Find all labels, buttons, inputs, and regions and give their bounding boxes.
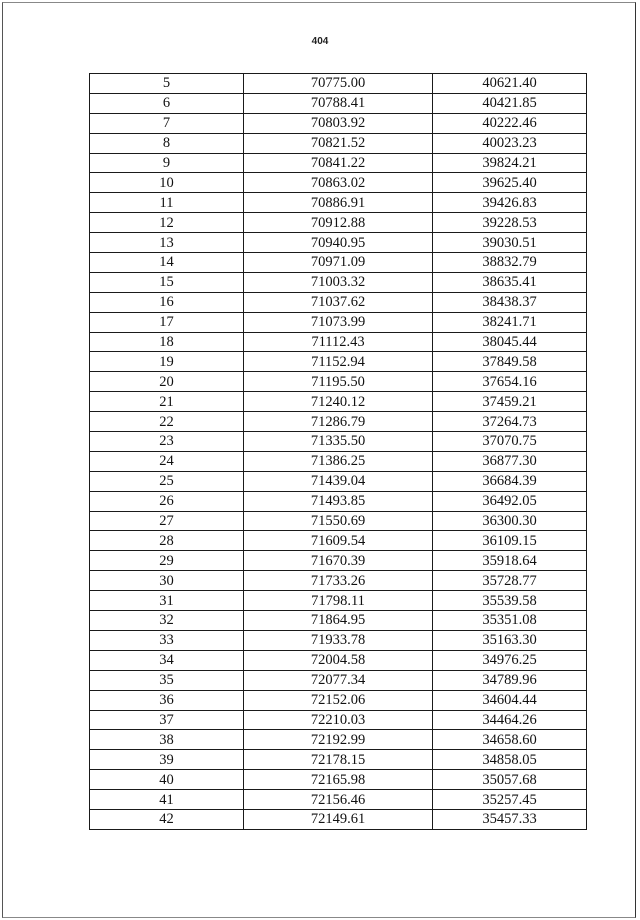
x-coordinate-cell: 70912.88 — [244, 213, 433, 233]
x-coordinate-cell: 71733.26 — [244, 571, 433, 591]
point-number-cell: 29 — [90, 551, 244, 571]
y-coordinate-cell: 35918.64 — [433, 551, 587, 571]
x-coordinate-cell: 70863.02 — [244, 173, 433, 193]
table-row — [90, 372, 587, 392]
y-coordinate-cell: 36684.39 — [433, 471, 587, 491]
y-coordinate-cell: 38832.79 — [433, 253, 587, 273]
table-row — [90, 272, 587, 292]
y-coordinate-cell: 34604.44 — [433, 690, 587, 710]
table-row — [90, 193, 587, 213]
table-row — [90, 531, 587, 551]
x-coordinate-cell: 71112.43 — [244, 332, 433, 352]
point-number-cell: 38 — [90, 730, 244, 750]
table-row — [90, 790, 587, 810]
y-coordinate-cell: 38635.41 — [433, 272, 587, 292]
table-row — [90, 213, 587, 233]
point-number-cell: 23 — [90, 432, 244, 452]
table-row — [90, 412, 587, 432]
table-row — [90, 571, 587, 591]
table-row — [90, 471, 587, 491]
point-number-cell: 40 — [90, 770, 244, 790]
point-number-cell: 39 — [90, 750, 244, 770]
y-coordinate-cell: 40421.85 — [433, 93, 587, 113]
x-coordinate-cell: 71386.25 — [244, 451, 433, 471]
x-coordinate-cell: 71335.50 — [244, 432, 433, 452]
point-number-cell: 31 — [90, 591, 244, 611]
table-row — [90, 650, 587, 670]
x-coordinate-cell: 71493.85 — [244, 491, 433, 511]
point-number-cell: 16 — [90, 292, 244, 312]
point-number-cell: 27 — [90, 511, 244, 531]
y-coordinate-cell: 34464.26 — [433, 710, 587, 730]
x-coordinate-cell: 71152.94 — [244, 352, 433, 372]
point-number-cell: 37 — [90, 710, 244, 730]
x-coordinate-cell: 71933.78 — [244, 630, 433, 650]
x-coordinate-cell: 70940.95 — [244, 233, 433, 253]
point-number-cell: 41 — [90, 790, 244, 810]
y-coordinate-cell: 39030.51 — [433, 233, 587, 253]
y-coordinate-cell: 34658.60 — [433, 730, 587, 750]
x-coordinate-cell: 71240.12 — [244, 392, 433, 412]
y-coordinate-cell: 39625.40 — [433, 173, 587, 193]
x-coordinate-cell: 72004.58 — [244, 650, 433, 670]
point-number-cell: 7 — [90, 113, 244, 133]
table-row — [90, 74, 587, 94]
table-row — [90, 173, 587, 193]
point-number-cell: 10 — [90, 173, 244, 193]
x-coordinate-cell: 70971.09 — [244, 253, 433, 273]
x-coordinate-cell: 71550.69 — [244, 511, 433, 531]
point-number-cell: 8 — [90, 133, 244, 153]
y-coordinate-cell: 36300.30 — [433, 511, 587, 531]
table-row — [90, 750, 587, 770]
y-coordinate-cell: 35351.08 — [433, 611, 587, 631]
table-row — [90, 611, 587, 631]
x-coordinate-cell: 70821.52 — [244, 133, 433, 153]
table-row — [90, 511, 587, 531]
point-number-cell: 5 — [90, 74, 244, 94]
page-number: 404 — [311, 36, 329, 47]
point-number-cell: 19 — [90, 352, 244, 372]
x-coordinate-cell: 71798.11 — [244, 591, 433, 611]
point-number-cell: 14 — [90, 253, 244, 273]
x-coordinate-cell: 71003.32 — [244, 272, 433, 292]
point-number-cell: 24 — [90, 451, 244, 471]
y-coordinate-cell: 35457.33 — [433, 809, 587, 829]
y-coordinate-cell: 38438.37 — [433, 292, 587, 312]
table-row — [90, 153, 587, 173]
table-row — [90, 332, 587, 352]
table-row — [90, 133, 587, 153]
y-coordinate-cell: 36877.30 — [433, 451, 587, 471]
x-coordinate-cell: 72152.06 — [244, 690, 433, 710]
x-coordinate-cell: 70788.41 — [244, 93, 433, 113]
point-number-cell: 21 — [90, 392, 244, 412]
point-number-cell: 9 — [90, 153, 244, 173]
y-coordinate-cell: 40023.23 — [433, 133, 587, 153]
x-coordinate-cell: 70886.91 — [244, 193, 433, 213]
y-coordinate-cell: 37849.58 — [433, 352, 587, 372]
x-coordinate-cell: 72165.98 — [244, 770, 433, 790]
y-coordinate-cell: 36492.05 — [433, 491, 587, 511]
table-row — [90, 491, 587, 511]
x-coordinate-cell: 70775.00 — [244, 74, 433, 94]
y-coordinate-cell: 38045.44 — [433, 332, 587, 352]
table-row — [90, 93, 587, 113]
y-coordinate-cell: 34976.25 — [433, 650, 587, 670]
table-row — [90, 253, 587, 273]
point-number-cell: 18 — [90, 332, 244, 352]
y-coordinate-cell: 37459.21 — [433, 392, 587, 412]
point-number-cell: 30 — [90, 571, 244, 591]
x-coordinate-cell: 72192.99 — [244, 730, 433, 750]
x-coordinate-cell: 72156.46 — [244, 790, 433, 810]
y-coordinate-cell: 37070.75 — [433, 432, 587, 452]
table-row — [90, 312, 587, 332]
point-number-cell: 6 — [90, 93, 244, 113]
point-number-cell: 15 — [90, 272, 244, 292]
y-coordinate-cell: 39228.53 — [433, 213, 587, 233]
point-number-cell: 20 — [90, 372, 244, 392]
x-coordinate-cell: 72077.34 — [244, 670, 433, 690]
x-coordinate-cell: 72210.03 — [244, 710, 433, 730]
point-number-cell: 12 — [90, 213, 244, 233]
table-row — [90, 233, 587, 253]
table-row — [90, 292, 587, 312]
x-coordinate-cell: 71037.62 — [244, 292, 433, 312]
table-row — [90, 690, 587, 710]
table-row — [90, 113, 587, 133]
point-number-cell: 13 — [90, 233, 244, 253]
x-coordinate-cell: 71864.95 — [244, 611, 433, 631]
table-row — [90, 591, 587, 611]
x-coordinate-cell: 70841.22 — [244, 153, 433, 173]
point-number-cell: 33 — [90, 630, 244, 650]
table-row — [90, 451, 587, 471]
y-coordinate-cell: 35163.30 — [433, 630, 587, 650]
coordinate-table-body — [90, 74, 587, 830]
table-row — [90, 809, 587, 829]
table-row — [90, 352, 587, 372]
table-row — [90, 392, 587, 412]
point-number-cell: 11 — [90, 193, 244, 213]
x-coordinate-cell: 71609.54 — [244, 531, 433, 551]
y-coordinate-cell: 37654.16 — [433, 372, 587, 392]
y-coordinate-cell: 38241.71 — [433, 312, 587, 332]
x-coordinate-cell: 71286.79 — [244, 412, 433, 432]
x-coordinate-cell: 72149.61 — [244, 809, 433, 829]
y-coordinate-cell: 36109.15 — [433, 531, 587, 551]
y-coordinate-cell: 39426.83 — [433, 193, 587, 213]
x-coordinate-cell: 71670.39 — [244, 551, 433, 571]
y-coordinate-cell: 40621.40 — [433, 74, 587, 94]
coordinate-table — [89, 73, 587, 830]
table-row — [90, 630, 587, 650]
point-number-cell: 17 — [90, 312, 244, 332]
y-coordinate-cell: 40222.46 — [433, 113, 587, 133]
y-coordinate-cell: 35728.77 — [433, 571, 587, 591]
y-coordinate-cell: 35539.58 — [433, 591, 587, 611]
point-number-cell: 28 — [90, 531, 244, 551]
point-number-cell: 22 — [90, 412, 244, 432]
x-coordinate-cell: 70803.92 — [244, 113, 433, 133]
x-coordinate-cell: 71073.99 — [244, 312, 433, 332]
y-coordinate-cell: 35257.45 — [433, 790, 587, 810]
point-number-cell: 32 — [90, 611, 244, 631]
table-row — [90, 770, 587, 790]
point-number-cell: 35 — [90, 670, 244, 690]
y-coordinate-cell: 34789.96 — [433, 670, 587, 690]
point-number-cell: 34 — [90, 650, 244, 670]
point-number-cell: 42 — [90, 809, 244, 829]
x-coordinate-cell: 71195.50 — [244, 372, 433, 392]
table-row — [90, 730, 587, 750]
point-number-cell: 25 — [90, 471, 244, 491]
x-coordinate-cell: 72178.15 — [244, 750, 433, 770]
y-coordinate-cell: 37264.73 — [433, 412, 587, 432]
table-row — [90, 432, 587, 452]
y-coordinate-cell: 34858.05 — [433, 750, 587, 770]
point-number-cell: 26 — [90, 491, 244, 511]
table-row — [90, 670, 587, 690]
y-coordinate-cell: 35057.68 — [433, 770, 587, 790]
table-row — [90, 551, 587, 571]
point-number-cell: 36 — [90, 690, 244, 710]
x-coordinate-cell: 71439.04 — [244, 471, 433, 491]
y-coordinate-cell: 39824.21 — [433, 153, 587, 173]
table-row — [90, 710, 587, 730]
